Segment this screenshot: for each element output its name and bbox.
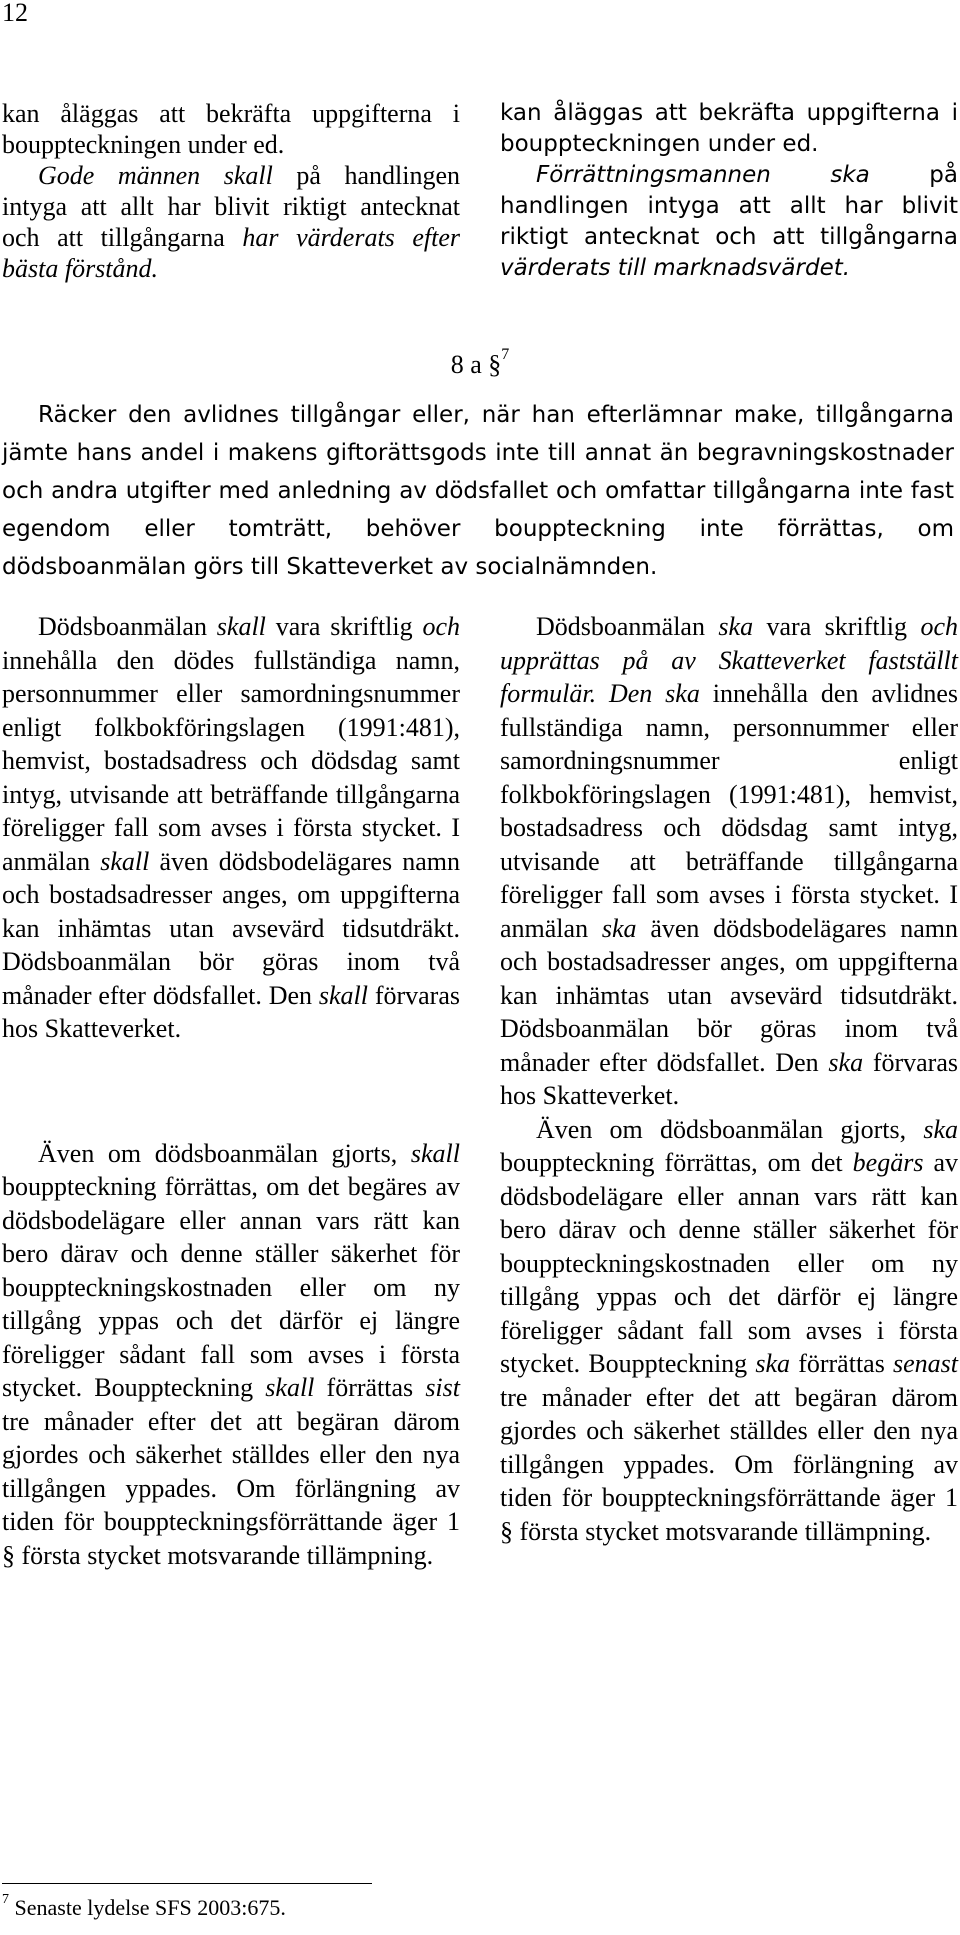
left-p1-italic: och	[422, 612, 460, 641]
left-p1-italic: skall	[216, 612, 266, 641]
top-left-text-b: på handlingen intyga att allt har blivit riktigt antecknat och att tillgångarna	[2, 161, 460, 252]
section-body: Räcker den avlidnes tillgångar eller, när han efterlämnar make, tillgångarna jämte hans andel i makens giftorättsgods inte till annat än begravningskostnader och andra utgifter med anledning av dödsfallet och omfattar tillgångarna inte fast egendom eller tomträtt, behöver bouppteckning inte förrättas, om dödsboanmälan görs till Skatteverket av socialnämnden.	[2, 402, 954, 580]
page-number: 12	[2, 0, 28, 27]
right-p1-text: förvaras hos Skatteverket.	[500, 1047, 958, 1110]
left-paragraph-2	[2, 1137, 460, 1573]
right-p2-text: förrättas	[790, 1349, 893, 1378]
right-p2-italic: ska	[923, 1114, 958, 1144]
top-left-line1: kan åläggas att bekräfta uppgifterna i bouppteckningen under ed.	[2, 99, 460, 159]
top-right-italic-a: Förrättningsmannen ska	[536, 162, 870, 188]
section-heading	[0, 346, 960, 380]
left-p2-italic: sist	[425, 1373, 460, 1402]
footnote	[2, 1891, 286, 1921]
right-p1-text: vara skriftlig	[753, 612, 921, 641]
right-p2-italic: senast	[893, 1349, 958, 1378]
right-p1-text: även dödsbodelägares namn och bostadsadresser anges, om uppgifterna kan inhämtas utan avsevärd tidsutdräkt. Dödsboanmälan bör göras inom två månader efter dödsfallet. Den	[500, 913, 958, 1077]
top-left-italic-a: Gode männen skall	[38, 161, 273, 190]
top-left-italic-c: har värderats efter bästa förstånd.	[2, 223, 460, 283]
left-p1-text: Dödsboanmälan	[38, 612, 217, 641]
top-right-italic-c: värderats till marknadsvärdet.	[500, 255, 851, 281]
left-p1-italic: skall	[100, 846, 150, 876]
right-p1-italic: ska	[828, 1047, 864, 1077]
top-right-text-b: på handlingen intyga att allt har blivit riktigt antecknat och att tillgångarna	[500, 162, 958, 250]
footnote-text: Senaste lydelse SFS 2003:675.	[9, 1895, 286, 1920]
right-p2-text: Även om dödsboanmälan gjorts,	[536, 1114, 924, 1144]
left-p1-text: även dödsbodelägares namn och bostadsadresser anges, om uppgifterna kan inhämtas utan avsevärd tidsutdräkt. Dödsboanmälan bör göras inom två månader efter dödsfallet. Den	[2, 846, 460, 1010]
right-p1-italic: ska	[718, 612, 754, 641]
left-p2-text: Även om dödsboanmälan gjorts,	[38, 1138, 411, 1168]
top-right-fragment	[500, 98, 958, 284]
left-p2-italic: skall	[410, 1138, 460, 1168]
top-right-paragraph	[500, 160, 958, 284]
top-left-fragment	[2, 98, 460, 284]
left-paragraph-1	[2, 610, 460, 1046]
right-p1-text: innehålla den avlidnes fullständiga namn, personnummer eller samordningsnummer enligt folkbokföringslagen (1991:481), hemvist, bostadsadress och dödsdag samt intyg, utvisande att beträffande tillgångarna föreligger fall som avses i första stycket. I anmälan	[500, 679, 958, 943]
left-column	[2, 610, 460, 1572]
top-left-paragraph	[2, 160, 460, 284]
left-p2-text: tre månader efter det att begäran därom gjordes och säkerhet ställdes eller den nya tillgången yppades. Om förlängning av tiden för bouppteckningsförrättande äger 1 § första stycket motsvarande tillämpning.	[2, 1406, 460, 1570]
left-p1-italic: skall	[318, 980, 368, 1010]
left-p2-text: förrättas	[314, 1373, 426, 1402]
right-p2-text: av dödsbodelägare eller annan vars rätt kan bero därav och denne ställer säkerhet för bouppteckningskostnaden eller om ny tillgång yppas och det därför ej längre föreligger sådant fall som avses i första stycket. Bouppteckning	[500, 1148, 958, 1378]
right-column	[500, 610, 958, 1548]
left-p2-italic: skall	[265, 1373, 315, 1402]
right-p2-text: tre månader efter det att begäran därom gjordes och säkerhet ställdes eller den nya tillgången yppades. Om förlängning av tiden för bouppteckningsförrättande äger 1 § första stycket motsvarande tillämpning.	[500, 1382, 958, 1546]
right-p2-italic: ska	[755, 1349, 791, 1378]
left-p1-text: innehålla den dödes fullständiga namn, personnummer eller samordningsnummer enligt folkbokföringslagen (1991:481), hemvist, bostadsadress och dödsdag samt intyg, utvisande att beträffande tillgångarna föreligger fall som avses i första stycket. I anmälan	[2, 645, 460, 876]
right-p1-text: Dödsboanmälan	[536, 612, 719, 641]
right-paragraph-2	[500, 1113, 958, 1549]
right-p2-text: bouppteckning förrättas, om det	[500, 1148, 853, 1177]
footnote-ref: 7	[501, 346, 510, 364]
footnote-number: 7	[2, 1891, 9, 1907]
left-p2-text: bouppteckning förrättas, om det begäres av dödsbodelägare eller annan vars rätt kan bero därav och denne ställer säkerhet för bouppteckningskostnaden eller om ny tillgång yppas och det därför ej längre föreligger sådant fall som avses i första stycket. Bouppteckning	[2, 1172, 460, 1402]
right-p1-italic: och upprättas på av Skatteverket fastställt formulär. Den ska	[500, 612, 958, 708]
right-p2-italic: begärs	[852, 1148, 924, 1177]
section-heading-text: 8 a §	[450, 350, 502, 379]
top-right-line1: kan åläggas att bekräfta uppgifterna i bouppteckningen under ed.	[500, 100, 958, 157]
right-p1-italic: ska	[601, 913, 637, 943]
footnote-rule	[2, 1883, 372, 1884]
left-p1-text: vara skriftlig	[265, 612, 423, 641]
right-paragraph-1	[500, 610, 958, 1113]
left-p1-text: förvaras hos Skatteverket.	[2, 980, 460, 1043]
